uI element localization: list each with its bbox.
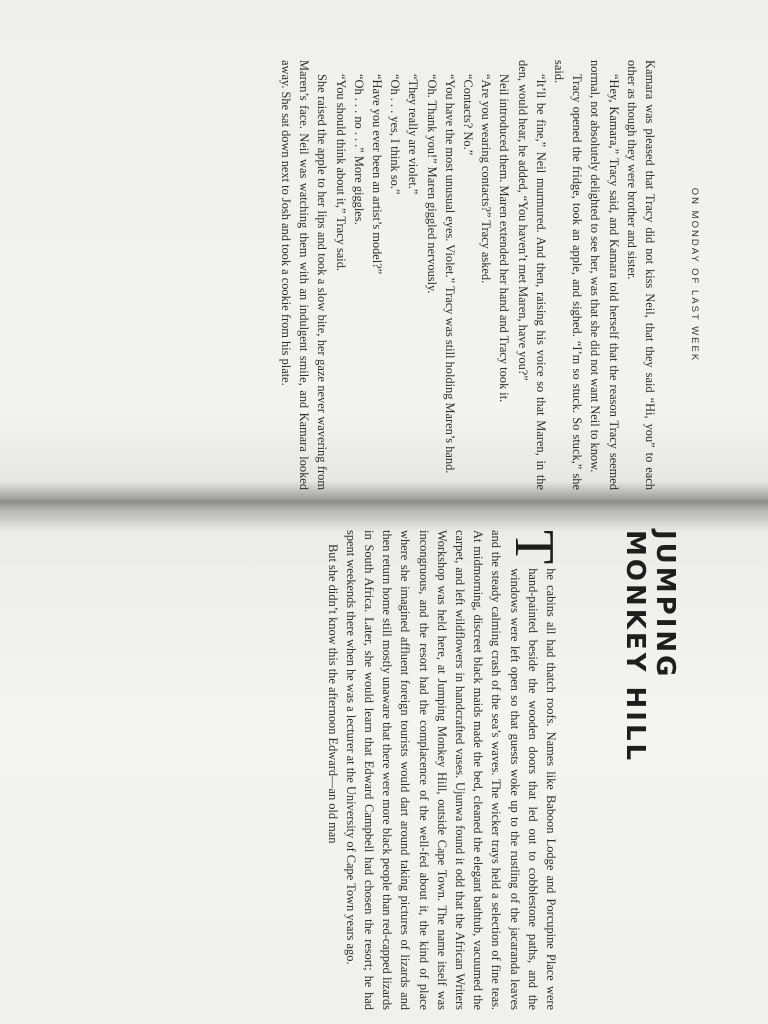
paragraph: “Are you wearing contacts?” Tracy asked. <box>479 74 494 284</box>
opening-paragraph-text: he cabins all had thatch roofs. Names like Baboon Lodge and Porcupine Place were hand-painted beside the wooden doors that led out to cobblestone paths, and the windows were left open so that guests woke up to the rustling of the jacaranda leaves and the steady calming crash of the sea’s waves. The wicker trays held a selection of fine teas. At midmorning, discreet black maids made the bed, cleaned the elegant bathtub, vacuumed the carpet, and left wildflowers in handcrafted vases. Ujunwa found it odd that the African Writers Workshop was held here, at Jumping Monkey Hill, outside Cape Town. The name itself was incongruous, and the resort had the complacence of the well-fed about it, the kind of place where she imagined affluent foreign tourists would dart around taking pictures of lizards and then return home still mostly unaware that there were more black people than red-capped lizards in South Africa. Later, she would learn that Edward Campbell had chosen the resort; he had spent weekends there when he was a lecturer at the University of Cape Town years ago. <box>343 530 558 1010</box>
paragraph: “You have the most unusual eyes. Violet.” Tracy was still holding Maren’s hand. <box>442 74 457 474</box>
drop-cap: T <box>503 530 565 565</box>
chapter-title-line: JUMPING <box>650 530 680 680</box>
chapter-title <box>620 530 680 1010</box>
paragraph: She raised the apple to her lips and took a slow bite, her gaze never wavering from Maren’s face. Neil was watching them with an indulgent smile, and Kamara looked away. She sat down next to Josh and took a cookie from his plate. <box>278 60 330 490</box>
left-page <box>140 60 700 490</box>
paragraph: “Hey, Kamara,” Tracy said, and Kamara told herself that the reason Tracy seemed normal, not absolutely delighted to see her, was that she did not want Neil to know. <box>588 60 621 490</box>
paragraph: “Contacts? No.” <box>460 74 475 156</box>
paragraph: “Have you ever been an artist’s model?” <box>369 74 384 275</box>
opening-paragraph <box>342 530 565 1010</box>
paragraph: Kamara was pleased that Tracy did not kiss Neil, that they said “Hi, you” to each other as though they were brother and sister. <box>624 60 657 490</box>
paragraph: But she didn’t know this the afternoon Edward—an old man <box>325 544 340 844</box>
paragraph: “Oh . . . no . . .” More giggles. <box>351 74 366 225</box>
right-page <box>140 530 720 1010</box>
paragraph: “It’ll be fine,” Neil murmured. And then, raising his voice so that Maren, in the den, would hear, he added, “You haven’t met Maren, have you?” <box>515 60 548 490</box>
paragraph: “They really are violet.” <box>406 74 421 195</box>
paragraph: “Oh. Thank you!” Maren giggled nervously. <box>424 74 439 294</box>
paragraph: “You should think about it,” Tracy said. <box>333 74 348 271</box>
paragraph: “Oh . . . yes, I think so.” <box>388 74 403 195</box>
paragraph: Neil introduced them. Maren extended her hand and Tracy took it. <box>497 74 512 403</box>
paragraph: Tracy opened the fridge, took an apple, and sighed. “I’m so stuck. So stuck,” she said. <box>551 60 585 490</box>
chapter-title-line: MONKEY HILL <box>620 530 650 764</box>
running-head: ON MONDAY OF LAST WEEK <box>689 187 700 363</box>
